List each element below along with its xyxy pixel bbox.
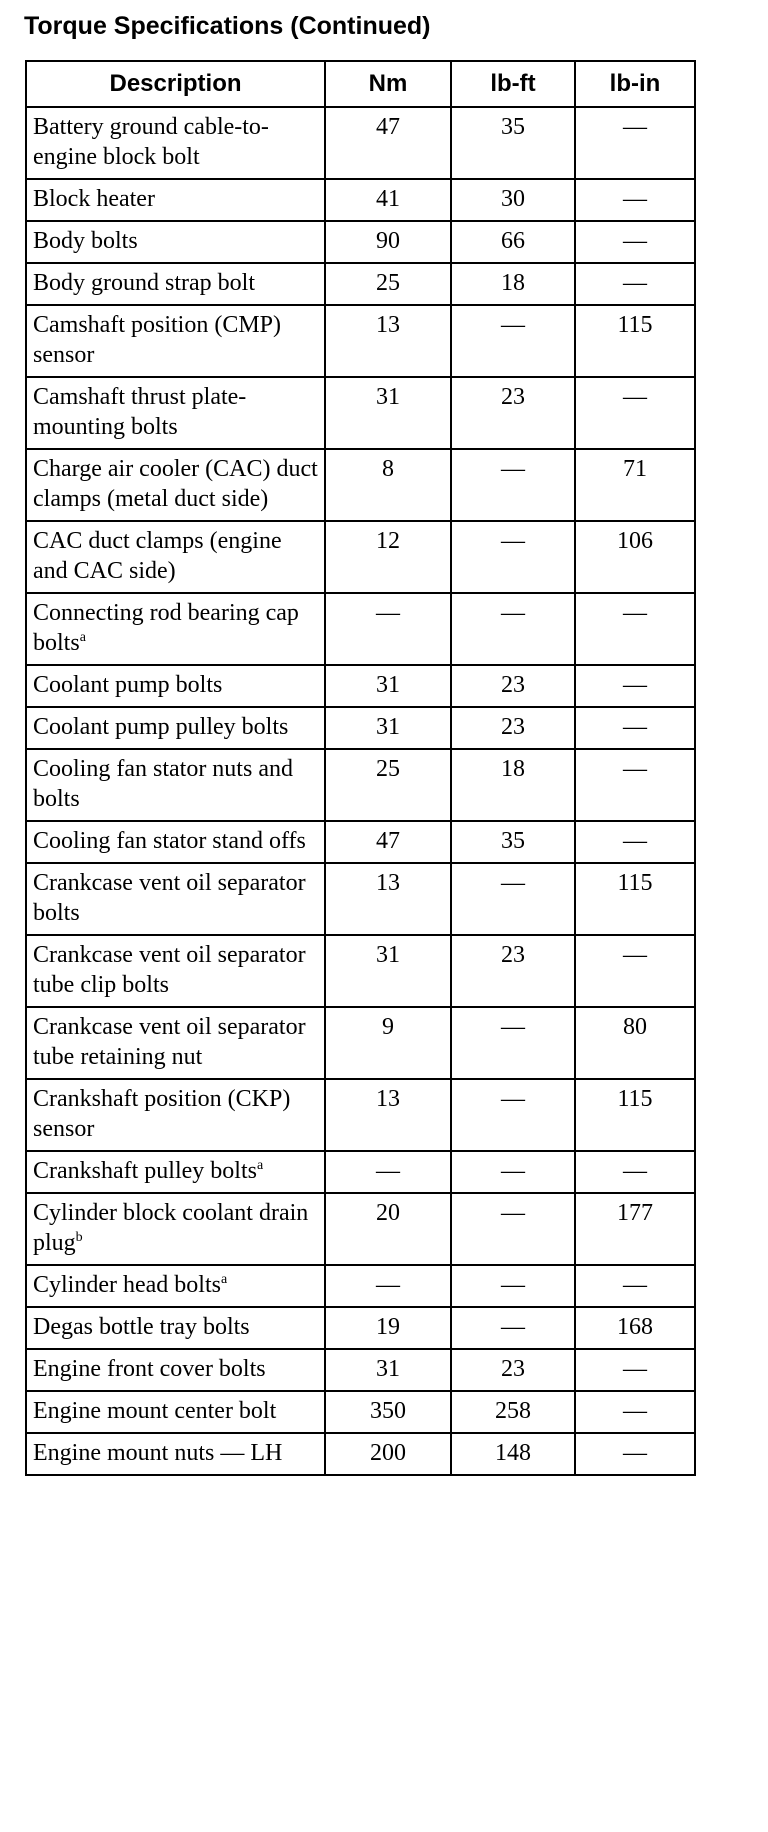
cell-nm: 8 xyxy=(325,449,451,521)
description-text: Camshaft position (CMP) sensor xyxy=(33,312,282,368)
cell-lbin: 106 xyxy=(575,521,695,593)
description-text: Crankshaft pulley bolts xyxy=(33,1158,257,1184)
cell-description xyxy=(26,1391,325,1433)
column-header-nm: Nm xyxy=(325,61,451,107)
description-text: Cooling fan stator stand offs xyxy=(33,828,306,854)
cell-lbin: — xyxy=(575,707,695,749)
table-row xyxy=(26,749,695,821)
cell-nm: 31 xyxy=(325,1349,451,1391)
cell-lbin: 71 xyxy=(575,449,695,521)
cell-description xyxy=(26,1307,325,1349)
table-row xyxy=(26,1433,695,1475)
cell-lbft: 35 xyxy=(451,821,575,863)
cell-lbin: — xyxy=(575,1265,695,1307)
cell-lbin: — xyxy=(575,1349,695,1391)
description-text: Camshaft thrust plate-mounting bolts xyxy=(33,384,247,440)
cell-lbft: — xyxy=(451,1193,575,1265)
table-row xyxy=(26,1079,695,1151)
table-row xyxy=(26,863,695,935)
description-text: Cooling fan stator nuts and bolts xyxy=(33,756,293,812)
cell-lbft: — xyxy=(451,305,575,377)
cell-lbin: — xyxy=(575,821,695,863)
cell-lbin: — xyxy=(575,935,695,1007)
cell-lbft: 23 xyxy=(451,1349,575,1391)
cell-lbin: — xyxy=(575,749,695,821)
cell-lbft: — xyxy=(451,1307,575,1349)
cell-lbin: — xyxy=(575,665,695,707)
cell-lbft: — xyxy=(451,1007,575,1079)
description-text: Engine front cover bolts xyxy=(33,1356,266,1382)
table-row xyxy=(26,935,695,1007)
cell-nm: 13 xyxy=(325,1079,451,1151)
table-row xyxy=(26,1193,695,1265)
cell-nm: 31 xyxy=(325,935,451,1007)
cell-description xyxy=(26,707,325,749)
description-text: Crankcase vent oil separator tube retaining nut xyxy=(33,1014,306,1070)
description-text: Body ground strap bolt xyxy=(33,270,255,296)
cell-lbin: — xyxy=(575,593,695,665)
column-header-description: Description xyxy=(26,61,325,107)
cell-lbft: 23 xyxy=(451,707,575,749)
table-row xyxy=(26,221,695,263)
cell-nm: 12 xyxy=(325,521,451,593)
table-row xyxy=(26,449,695,521)
cell-nm: 90 xyxy=(325,221,451,263)
cell-description xyxy=(26,179,325,221)
cell-lbin: 115 xyxy=(575,863,695,935)
cell-description xyxy=(26,221,325,263)
table-row xyxy=(26,1007,695,1079)
cell-description xyxy=(26,1433,325,1475)
cell-description xyxy=(26,521,325,593)
cell-description xyxy=(26,449,325,521)
description-text: Engine mount center bolt xyxy=(33,1398,277,1424)
description-text: Block heater xyxy=(33,186,155,212)
column-header-lbin: lb-in xyxy=(575,61,695,107)
cell-lbin: — xyxy=(575,377,695,449)
table-row xyxy=(26,179,695,221)
cell-description xyxy=(26,1007,325,1079)
cell-lbft: — xyxy=(451,593,575,665)
cell-lbft: 23 xyxy=(451,935,575,1007)
cell-lbin: 177 xyxy=(575,1193,695,1265)
table-row xyxy=(26,107,695,179)
cell-lbft: — xyxy=(451,449,575,521)
cell-description xyxy=(26,935,325,1007)
cell-description xyxy=(26,305,325,377)
cell-lbft: 18 xyxy=(451,749,575,821)
table-body xyxy=(26,107,695,1475)
cell-nm: 41 xyxy=(325,179,451,221)
cell-description xyxy=(26,1079,325,1151)
cell-nm: 31 xyxy=(325,665,451,707)
cell-lbin: — xyxy=(575,107,695,179)
description-text: Connecting rod bearing cap bolts xyxy=(33,600,299,656)
cell-description xyxy=(26,749,325,821)
table-row xyxy=(26,377,695,449)
table-row xyxy=(26,1349,695,1391)
cell-nm: 47 xyxy=(325,821,451,863)
description-text: Crankcase vent oil separator tube clip bolts xyxy=(33,942,306,998)
footnote-marker: b xyxy=(75,1230,83,1245)
cell-nm: — xyxy=(325,1151,451,1193)
description-text: Cylinder block coolant drain plug xyxy=(33,1200,309,1256)
cell-lbft: 258 xyxy=(451,1391,575,1433)
cell-description xyxy=(26,1193,325,1265)
table-row xyxy=(26,1307,695,1349)
cell-lbft: — xyxy=(451,1151,575,1193)
cell-lbft: — xyxy=(451,863,575,935)
cell-description xyxy=(26,863,325,935)
page-title: Torque Specifications (Continued) xyxy=(24,12,431,40)
torque-spec-table xyxy=(25,60,696,1476)
cell-lbft: 66 xyxy=(451,221,575,263)
cell-nm: 350 xyxy=(325,1391,451,1433)
cell-description xyxy=(26,593,325,665)
description-text: Charge air cooler (CAC) duct clamps (metal duct side) xyxy=(33,456,318,512)
cell-lbft: — xyxy=(451,521,575,593)
table-row xyxy=(26,665,695,707)
cell-description xyxy=(26,377,325,449)
cell-lbin: 115 xyxy=(575,1079,695,1151)
table-row xyxy=(26,305,695,377)
cell-lbin: — xyxy=(575,221,695,263)
cell-nm: 25 xyxy=(325,263,451,305)
description-text: Crankshaft position (CKP) sensor xyxy=(33,1086,291,1142)
cell-nm: 47 xyxy=(325,107,451,179)
cell-description xyxy=(26,665,325,707)
cell-lbft: — xyxy=(451,1265,575,1307)
header-row xyxy=(26,61,695,107)
footnote-marker: a xyxy=(79,630,86,645)
cell-nm: 13 xyxy=(325,863,451,935)
table-row xyxy=(26,263,695,305)
cell-lbin: — xyxy=(575,263,695,305)
description-text: CAC duct clamps (engine and CAC side) xyxy=(33,528,282,584)
table-row xyxy=(26,1265,695,1307)
description-text: Degas bottle tray bolts xyxy=(33,1314,250,1340)
cell-nm: 25 xyxy=(325,749,451,821)
cell-lbft: — xyxy=(451,1079,575,1151)
column-header-lbft: lb-ft xyxy=(451,61,575,107)
cell-nm: 200 xyxy=(325,1433,451,1475)
cell-lbin: — xyxy=(575,1391,695,1433)
cell-nm: 31 xyxy=(325,707,451,749)
table-row xyxy=(26,1391,695,1433)
cell-lbft: 148 xyxy=(451,1433,575,1475)
footnote-marker: a xyxy=(220,1272,228,1287)
cell-nm: — xyxy=(325,1265,451,1307)
cell-description xyxy=(26,821,325,863)
footnote-marker: a xyxy=(256,1158,264,1173)
description-text: Battery ground cable-to-engine block bolt xyxy=(33,114,269,170)
cell-lbft: 18 xyxy=(451,263,575,305)
cell-lbin: 80 xyxy=(575,1007,695,1079)
table-row xyxy=(26,521,695,593)
cell-lbft: 35 xyxy=(451,107,575,179)
cell-nm: 31 xyxy=(325,377,451,449)
cell-nm: 13 xyxy=(325,305,451,377)
cell-description xyxy=(26,1349,325,1391)
cell-lbin: 168 xyxy=(575,1307,695,1349)
description-text: Coolant pump bolts xyxy=(33,672,223,698)
table-row xyxy=(26,593,695,665)
cell-lbin: 115 xyxy=(575,305,695,377)
cell-nm: 9 xyxy=(325,1007,451,1079)
description-text: Crankcase vent oil separator bolts xyxy=(33,870,306,926)
cell-lbft: 23 xyxy=(451,377,575,449)
cell-description xyxy=(26,107,325,179)
cell-description xyxy=(26,263,325,305)
cell-lbin: — xyxy=(575,1433,695,1475)
cell-lbft: 23 xyxy=(451,665,575,707)
table-row xyxy=(26,1151,695,1193)
cell-lbin: — xyxy=(575,179,695,221)
cell-nm: 19 xyxy=(325,1307,451,1349)
description-text: Body bolts xyxy=(33,228,138,254)
table-row xyxy=(26,821,695,863)
table-row xyxy=(26,707,695,749)
cell-nm: — xyxy=(325,593,451,665)
cell-description xyxy=(26,1151,325,1193)
description-text: Cylinder head bolts xyxy=(33,1272,221,1298)
cell-description xyxy=(26,1265,325,1307)
cell-lbft: 30 xyxy=(451,179,575,221)
description-text: Coolant pump pulley bolts xyxy=(33,714,289,740)
cell-nm: 20 xyxy=(325,1193,451,1265)
description-text: Engine mount nuts — LH xyxy=(33,1440,283,1466)
cell-lbin: — xyxy=(575,1151,695,1193)
